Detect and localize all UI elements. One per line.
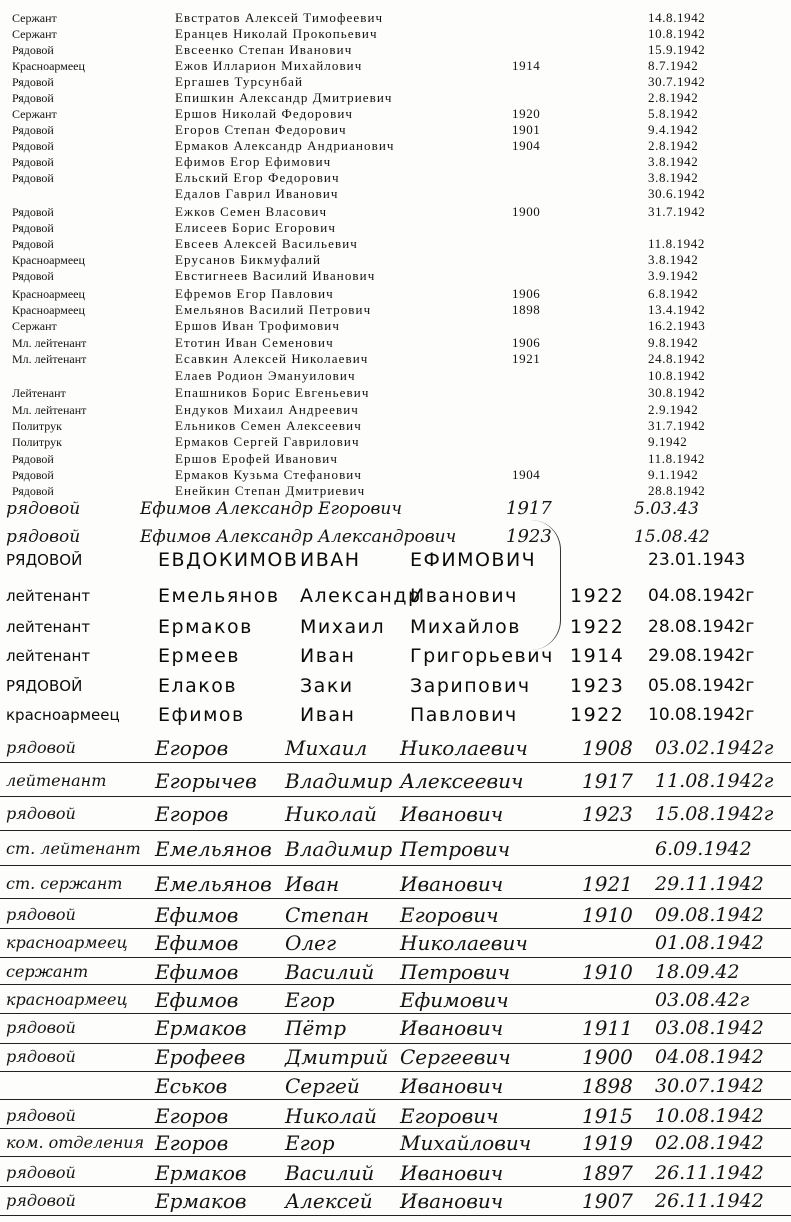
- date: 30.07.1942: [655, 1075, 764, 1097]
- date: 29.11.1942: [655, 873, 764, 895]
- rank: Рядовой: [12, 139, 54, 153]
- birth-year: 1914: [512, 58, 541, 73]
- date: 11.8.1942: [648, 236, 705, 251]
- full-name: Ефимов Егор Ефимович: [175, 154, 332, 169]
- list-item: [0, 545, 791, 575]
- divider: [0, 762, 791, 763]
- date: 10.08.1942: [655, 1105, 764, 1127]
- birth-year: 1920: [512, 106, 541, 121]
- patronymic: Сергеевич: [400, 1045, 511, 1069]
- full-name: Епашников Борис Евгеньевич: [175, 385, 370, 400]
- full-name: Евстратов Алексей Тимофеевич: [175, 10, 384, 25]
- list-item: [0, 671, 791, 701]
- rank: Рядовой: [12, 468, 54, 482]
- patronymic: Николаевич: [400, 736, 528, 760]
- date: 6.8.1942: [648, 286, 699, 301]
- list-item: [0, 418, 791, 434]
- list-item: [0, 318, 791, 334]
- date: 04.08.1942г: [648, 586, 755, 606]
- full-name: Ефремов Егор Павлович: [175, 286, 334, 301]
- list-item: [0, 928, 791, 958]
- date: 15.08.42: [634, 527, 710, 547]
- first-name: Алексей: [285, 1189, 373, 1213]
- date: 2.8.1942: [648, 90, 699, 105]
- birth-year: 1921: [512, 351, 541, 366]
- patronymic: Николаевич: [400, 931, 528, 955]
- full-name: Епишкин Александр Дмитриевич: [175, 90, 393, 105]
- date: 3.8.1942: [648, 170, 699, 185]
- full-name: Елаев Родион Эмануилович: [175, 368, 356, 383]
- date: 6.09.1942: [655, 838, 752, 860]
- rank: Политрук: [12, 419, 62, 433]
- rank: Рядовой: [12, 123, 54, 137]
- surname: Ефимов: [155, 960, 239, 984]
- full-name: Ершов Николай Федорович: [175, 106, 354, 121]
- date: 02.08.1942: [655, 1132, 764, 1154]
- full-name: Едалов Гаврил Иванович: [175, 186, 339, 201]
- first-name: Владимир: [285, 769, 393, 793]
- rank: Рядовой: [12, 237, 54, 251]
- first-name: Иван: [300, 645, 356, 667]
- surname: Ермаков: [155, 1161, 247, 1185]
- rank: сержант: [6, 962, 89, 981]
- surname: Еськов: [155, 1074, 228, 1098]
- rank: Сержант: [12, 107, 57, 121]
- rank: Сержант: [12, 11, 57, 25]
- date: 10.8.1942: [648, 26, 706, 41]
- patronymic: Ефимович: [400, 988, 509, 1012]
- list-item: [0, 286, 791, 302]
- list-item: [0, 494, 791, 524]
- birth-year: 1901: [512, 122, 541, 137]
- patronymic: Иванович: [400, 1161, 504, 1185]
- rank: РЯДОВОЙ: [6, 677, 83, 695]
- list-item: [0, 1013, 791, 1043]
- list-item: [0, 985, 791, 1015]
- date: 01.08.1942: [655, 932, 764, 954]
- birth-year: 1907: [582, 1189, 633, 1213]
- rank: лейтенант: [6, 647, 91, 665]
- date: 30.6.1942: [648, 186, 706, 201]
- date: 26.11.1942: [655, 1190, 764, 1212]
- surname: Емельянов: [155, 837, 272, 861]
- rank: Сержант: [12, 27, 57, 41]
- full-name: Емельянов Василий Петрович: [175, 302, 372, 317]
- list-item: [0, 641, 791, 671]
- date: 30.8.1942: [648, 385, 706, 400]
- birth-year: 1898: [512, 302, 541, 317]
- rank: лейтенант: [6, 771, 107, 790]
- patronymic: Иванович: [400, 1189, 504, 1213]
- surname: Ефимов: [155, 931, 239, 955]
- first-name: Дмитрий: [285, 1045, 389, 1069]
- date: 04.08.1942: [655, 1046, 764, 1068]
- date: 15.08.1942г: [655, 803, 774, 825]
- list-item: [0, 368, 791, 384]
- patronymic: Зарипович: [410, 675, 531, 697]
- list-item: [0, 402, 791, 418]
- birth-year: 1906: [512, 286, 541, 301]
- rank: Мл. лейтенант: [12, 336, 87, 350]
- list-item: [0, 204, 791, 220]
- list-item: [0, 1128, 791, 1158]
- list-item: [0, 186, 791, 202]
- date: 28.08.1942г: [648, 617, 755, 637]
- rank: рядовой: [6, 1018, 76, 1037]
- full-name: Ефимов Александр Егорович: [140, 499, 402, 519]
- list-item: [0, 467, 791, 483]
- rank: РЯДОВОЙ: [6, 551, 83, 569]
- date: 30.7.1942: [648, 74, 706, 89]
- divider: [0, 1156, 791, 1157]
- full-name: Ергашев Турсунбай: [175, 74, 304, 89]
- birth-year: 1911: [582, 1016, 633, 1040]
- birth-year: 1915: [582, 1104, 633, 1128]
- full-name: Евстигнеев Василий Иванович: [175, 268, 376, 283]
- date: 9.1.1942: [648, 467, 699, 482]
- rank: Лейтенант: [12, 386, 66, 400]
- date: 23.01.1943: [648, 550, 746, 570]
- surname: Емельянов: [158, 585, 280, 607]
- first-name: Заки: [300, 675, 354, 697]
- first-name: Олег: [285, 931, 337, 955]
- patronymic: Егорович: [400, 903, 499, 927]
- divider: [0, 865, 791, 866]
- first-name: Степан: [285, 903, 370, 927]
- date: 05.08.1942г: [648, 676, 755, 696]
- date: 9.4.1942: [648, 122, 699, 137]
- patronymic: Иванович: [410, 585, 518, 607]
- full-name: Ежов Илларион Михайлович: [175, 58, 363, 73]
- rank: ст. лейтенант: [6, 839, 141, 858]
- surname: ЕВДОКИМОВ: [158, 549, 299, 571]
- list-item: [0, 42, 791, 58]
- date: 10.08.1942г: [648, 705, 755, 725]
- surname: Ермаков: [155, 1189, 247, 1213]
- divider: [0, 1099, 791, 1100]
- patronymic: ЕФИМОВИЧ: [410, 549, 537, 571]
- birth-year: 1914: [570, 645, 625, 667]
- rank: Рядовой: [12, 155, 54, 169]
- rank: красноармеец: [6, 990, 128, 1009]
- full-name: Ермаков Сергей Гаврилович: [175, 434, 360, 449]
- birth-year: 1917: [506, 498, 552, 519]
- date: 16.2.1943: [648, 318, 706, 333]
- first-name: Михаил: [285, 736, 368, 760]
- date: 5.8.1942: [648, 106, 699, 121]
- date: 3.8.1942: [648, 252, 699, 267]
- rank: рядовой: [6, 1106, 76, 1125]
- list-item: [0, 733, 791, 763]
- list-item: [0, 10, 791, 26]
- date: 28.8.1942: [648, 483, 706, 498]
- rank: рядовой: [6, 499, 81, 519]
- birth-year: 1910: [582, 960, 633, 984]
- list-item: [0, 612, 791, 642]
- rank: Рядовой: [12, 205, 54, 219]
- full-name: Ершов Ерофей Иванович: [175, 451, 338, 466]
- birth-year: 1923: [570, 675, 625, 697]
- date: 8.7.1942: [648, 58, 699, 73]
- surname: Емельянов: [155, 872, 272, 896]
- rank: Сержант: [12, 319, 57, 333]
- date: 11.8.1942: [648, 451, 705, 466]
- patronymic: Григорьевич: [410, 645, 554, 667]
- list-item: [0, 154, 791, 170]
- first-name: Иван: [300, 704, 356, 726]
- list-item: [0, 957, 791, 987]
- rank: Политрук: [12, 435, 62, 449]
- date: 15.9.1942: [648, 42, 706, 57]
- rank: Рядовой: [12, 91, 54, 105]
- birth-year: 1919: [582, 1131, 633, 1155]
- first-name: Егор: [285, 988, 335, 1012]
- full-name: Ежков Семен Власович: [175, 204, 328, 219]
- birth-year: 1923: [582, 802, 633, 826]
- rank: Красноармеец: [12, 287, 85, 301]
- full-name: Ермаков Кузьма Стефанович: [175, 467, 363, 482]
- date: 14.8.1942: [648, 10, 706, 25]
- list-item: [0, 451, 791, 467]
- surname: Ермаков: [158, 616, 253, 638]
- date: 18.09.42: [655, 961, 740, 983]
- full-name: Ермаков Александр Андрианович: [175, 138, 395, 153]
- rank: рядовой: [6, 905, 76, 924]
- rank: лейтенант: [6, 618, 91, 636]
- list-item: [0, 581, 791, 611]
- list-item: [0, 385, 791, 401]
- rank: ст. сержант: [6, 874, 123, 893]
- full-name: Ерусанов Бикмуфалий: [175, 252, 322, 267]
- full-name: Евсеенко Степан Иванович: [175, 42, 353, 57]
- birth-year: 1906: [512, 335, 541, 350]
- divider: [0, 830, 791, 831]
- patronymic: Алексеевич: [400, 769, 524, 793]
- date: 03.08.42г: [655, 989, 750, 1011]
- full-name: Егоров Степан Федорович: [175, 122, 347, 137]
- list-item: [0, 58, 791, 74]
- list-item: [0, 236, 791, 252]
- surname: Егоров: [155, 1104, 229, 1128]
- surname: Егорычев: [155, 769, 257, 793]
- birth-year: 1897: [582, 1161, 633, 1185]
- date: 13.4.1942: [648, 302, 706, 317]
- date: 9.1942: [648, 434, 688, 449]
- rank: Рядовой: [12, 171, 54, 185]
- surname: Ефимов: [155, 903, 239, 927]
- patronymic: Михайлович: [400, 1131, 532, 1155]
- first-name: Николай: [285, 1104, 377, 1128]
- date: 10.8.1942: [648, 368, 706, 383]
- first-name: Александр: [300, 585, 422, 607]
- rank: рядовой: [6, 1191, 76, 1210]
- list-item: [0, 122, 791, 138]
- rank: Мл. лейтенант: [12, 352, 87, 366]
- patronymic: Иванович: [400, 1016, 504, 1040]
- list-item: [0, 220, 791, 236]
- first-name: Владимир: [285, 837, 393, 861]
- rank: Красноармеец: [12, 253, 85, 267]
- rank: Красноармеец: [12, 59, 85, 73]
- full-name: Еранцев Николай Прокопьевич: [175, 26, 378, 41]
- birth-year: 1898: [582, 1074, 633, 1098]
- rank: Рядовой: [12, 452, 54, 466]
- date: 03.02.1942г: [655, 737, 774, 759]
- rank: рядовой: [6, 527, 81, 547]
- first-name: Василий: [285, 1161, 375, 1185]
- date: 9.8.1942: [648, 335, 699, 350]
- birth-year: 1917: [582, 769, 633, 793]
- date: 3.8.1942: [648, 154, 699, 169]
- list-item: [0, 106, 791, 122]
- patronymic: Иванович: [400, 1074, 504, 1098]
- list-item: [0, 351, 791, 367]
- first-name: Пётр: [285, 1016, 347, 1040]
- rank: рядовой: [6, 1047, 76, 1066]
- full-name: Елисеев Борис Егорович: [175, 220, 336, 235]
- list-item: [0, 1186, 791, 1216]
- list-item: [0, 900, 791, 930]
- list-item: [0, 869, 791, 899]
- date: 29.08.1942г: [648, 646, 755, 666]
- date: 03.08.1942: [655, 1017, 764, 1039]
- patronymic: Михайлов: [410, 616, 521, 638]
- divider: [0, 898, 791, 899]
- rank: ком. отделения: [6, 1133, 145, 1152]
- birth-year: 1908: [582, 736, 633, 760]
- rank: Красноармеец: [12, 303, 85, 317]
- surname: Ермеев: [158, 645, 240, 667]
- date: 26.11.1942: [655, 1162, 764, 1184]
- date: 2.8.1942: [648, 138, 699, 153]
- list-item: [0, 302, 791, 318]
- birth-year: 1922: [570, 616, 625, 638]
- full-name: Есавкин Алексей Николаевич: [175, 351, 369, 366]
- first-name: Михаил: [300, 616, 386, 638]
- surname: Егоров: [155, 736, 229, 760]
- list-item: [0, 170, 791, 186]
- full-name: Етотин Иван Семенович: [175, 335, 334, 350]
- list-item: [0, 700, 791, 730]
- full-name: Ефимов Александр Александрович: [140, 527, 457, 547]
- birth-year: 1921: [582, 872, 633, 896]
- birth-year: 1900: [582, 1045, 633, 1069]
- list-item: [0, 1042, 791, 1072]
- date: 09.08.1942: [655, 904, 764, 926]
- list-item: [0, 90, 791, 106]
- rank: рядовой: [6, 1163, 76, 1182]
- full-name: Евсеев Алексей Васильевич: [175, 236, 358, 251]
- list-item: [0, 74, 791, 90]
- birth-year: 1922: [570, 704, 625, 726]
- patronymic: Петрович: [400, 837, 511, 861]
- rank: Рядовой: [12, 484, 54, 498]
- surname: Елаков: [158, 675, 238, 697]
- surname: Ефимов: [158, 704, 245, 726]
- rank: Мл. лейтенант: [12, 403, 87, 417]
- rank: Рядовой: [12, 221, 54, 235]
- date: 24.8.1942: [648, 351, 706, 366]
- list-item: [0, 799, 791, 829]
- first-name: ИВАН: [300, 549, 361, 571]
- date: 31.7.1942: [648, 418, 706, 433]
- surname: Ермаков: [155, 1016, 247, 1040]
- full-name: Енейкин Степан Дмитриевич: [175, 483, 366, 498]
- rank: Рядовой: [12, 75, 54, 89]
- date: 31.7.1942: [648, 204, 706, 219]
- birth-year: 1904: [512, 138, 541, 153]
- divider: [0, 1215, 791, 1216]
- patronymic: Петрович: [400, 960, 511, 984]
- birth-year: 1900: [512, 204, 541, 219]
- rank: рядовой: [6, 738, 76, 757]
- birth-year: 1910: [582, 903, 633, 927]
- birth-year: 1922: [570, 585, 625, 607]
- rank: лейтенант: [6, 587, 91, 605]
- first-name: Егор: [285, 1131, 335, 1155]
- list-item: [0, 138, 791, 154]
- rank: рядовой: [6, 804, 76, 823]
- rank: Рядовой: [12, 269, 54, 283]
- list-item: [0, 268, 791, 284]
- full-name: Ельников Семен Алексеевич: [175, 418, 362, 433]
- list-item: [0, 1158, 791, 1188]
- patronymic: Иванович: [400, 802, 504, 826]
- patronymic: Иванович: [400, 872, 504, 896]
- list-item: [0, 766, 791, 796]
- list-item: [0, 26, 791, 42]
- first-name: Николай: [285, 802, 377, 826]
- surname: Ефимов: [155, 988, 239, 1012]
- date: 3.9.1942: [648, 268, 699, 283]
- surname: Егоров: [155, 1131, 229, 1155]
- first-name: Василий: [285, 960, 375, 984]
- date: 2.9.1942: [648, 402, 699, 417]
- birth-year: 1904: [512, 467, 541, 482]
- list-item: [0, 834, 791, 864]
- list-item: [0, 1101, 791, 1131]
- patronymic: Павлович: [410, 704, 518, 726]
- first-name: Сергей: [285, 1074, 360, 1098]
- full-name: Ендуков Михаил Андреевич: [175, 402, 359, 417]
- list-item: [0, 335, 791, 351]
- rank: красноармеец: [6, 933, 128, 952]
- list-item: [0, 434, 791, 450]
- first-name: Иван: [285, 872, 340, 896]
- surname: Ерофеев: [155, 1045, 246, 1069]
- birth-year: 1923: [506, 526, 552, 547]
- full-name: Ельский Егор Федорович: [175, 170, 340, 185]
- rank: Рядовой: [12, 43, 54, 57]
- patronymic: Егорович: [400, 1104, 499, 1128]
- full-name: Ершов Иван Трофимович: [175, 318, 340, 333]
- list-item: [0, 1071, 791, 1101]
- rank: красноармеец: [6, 706, 120, 724]
- list-item: [0, 252, 791, 268]
- divider: [0, 796, 791, 797]
- date: 11.08.1942г: [655, 770, 774, 792]
- date: 5.03.43: [634, 499, 699, 519]
- surname: Егоров: [155, 802, 229, 826]
